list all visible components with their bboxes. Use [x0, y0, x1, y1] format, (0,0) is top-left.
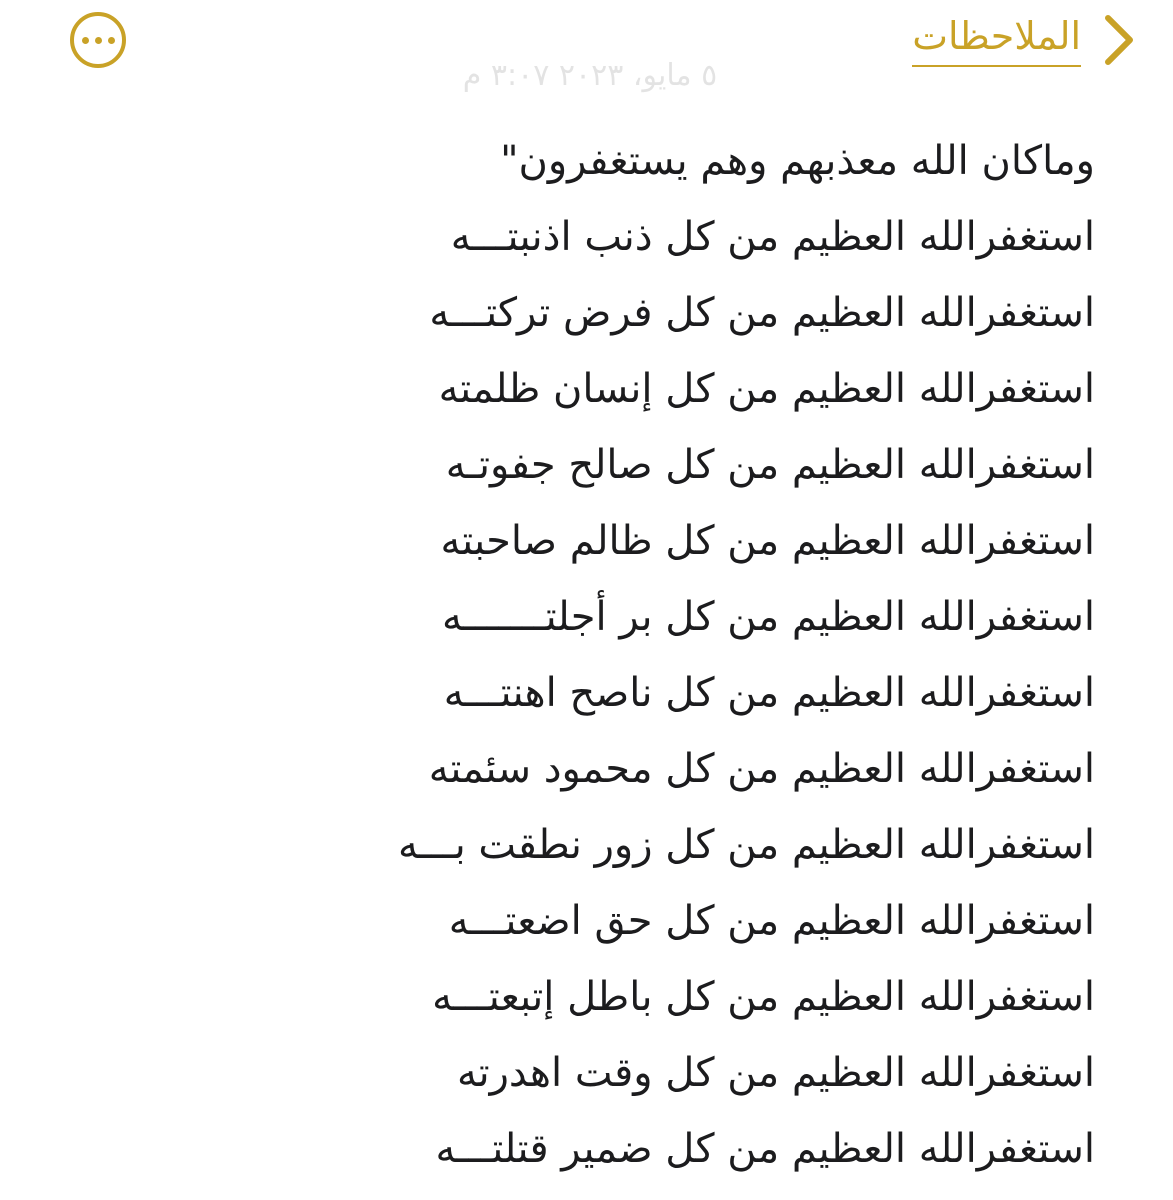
note-line: استغفرالله العظيم من كل ناصح اهنتـــه: [443, 670, 1095, 716]
note-line: استغفرالله العظيم من كل باطل إتبعتـــه: [432, 974, 1095, 1020]
note-line: استغفرالله العظيم من كل ذنب اذنبتـــه: [450, 214, 1095, 260]
note-date: ٥ مايو، ٢٠٢٣ ٣:٠٧ م: [462, 58, 718, 93]
ellipsis-circle-icon: [82, 37, 115, 44]
chevron-right-icon: [1103, 12, 1137, 68]
back-button[interactable]: [912, 10, 1137, 70]
note-body[interactable]: [195, 123, 1095, 1187]
more-options-button[interactable]: [70, 12, 126, 68]
note-line: استغفرالله العظيم من كل فرض تركتـــه: [429, 290, 1095, 336]
note-line: استغفرالله العظيم من كل حق اضعتـــه: [448, 898, 1095, 944]
note-line: استغفرالله العظيم من كل وقت اهدرته: [457, 1050, 1095, 1096]
note-line: استغفرالله العظيم من كل ظالم صاحبته: [440, 518, 1095, 564]
note-line: استغفرالله العظيم من كل محمود سئمته: [428, 746, 1095, 792]
note-line: وماكان الله معذبهم وهم يستغفرون": [500, 138, 1095, 184]
note-line: استغفرالله العظيم من كل صالح جفوتـه: [445, 442, 1095, 488]
note-line: استغفرالله العظيم من كل بر أجلتـــــــه: [441, 594, 1095, 640]
note-line: استغفرالله العظيم من كل ضمير قتلتـــه: [435, 1126, 1095, 1172]
note-line: استغفرالله العظيم من كل زور نطقت بـــه: [397, 822, 1095, 868]
back-button-label: الملاحظات: [912, 13, 1081, 67]
note-line: استغفرالله العظيم من كل إنسان ظلمته: [438, 366, 1095, 412]
